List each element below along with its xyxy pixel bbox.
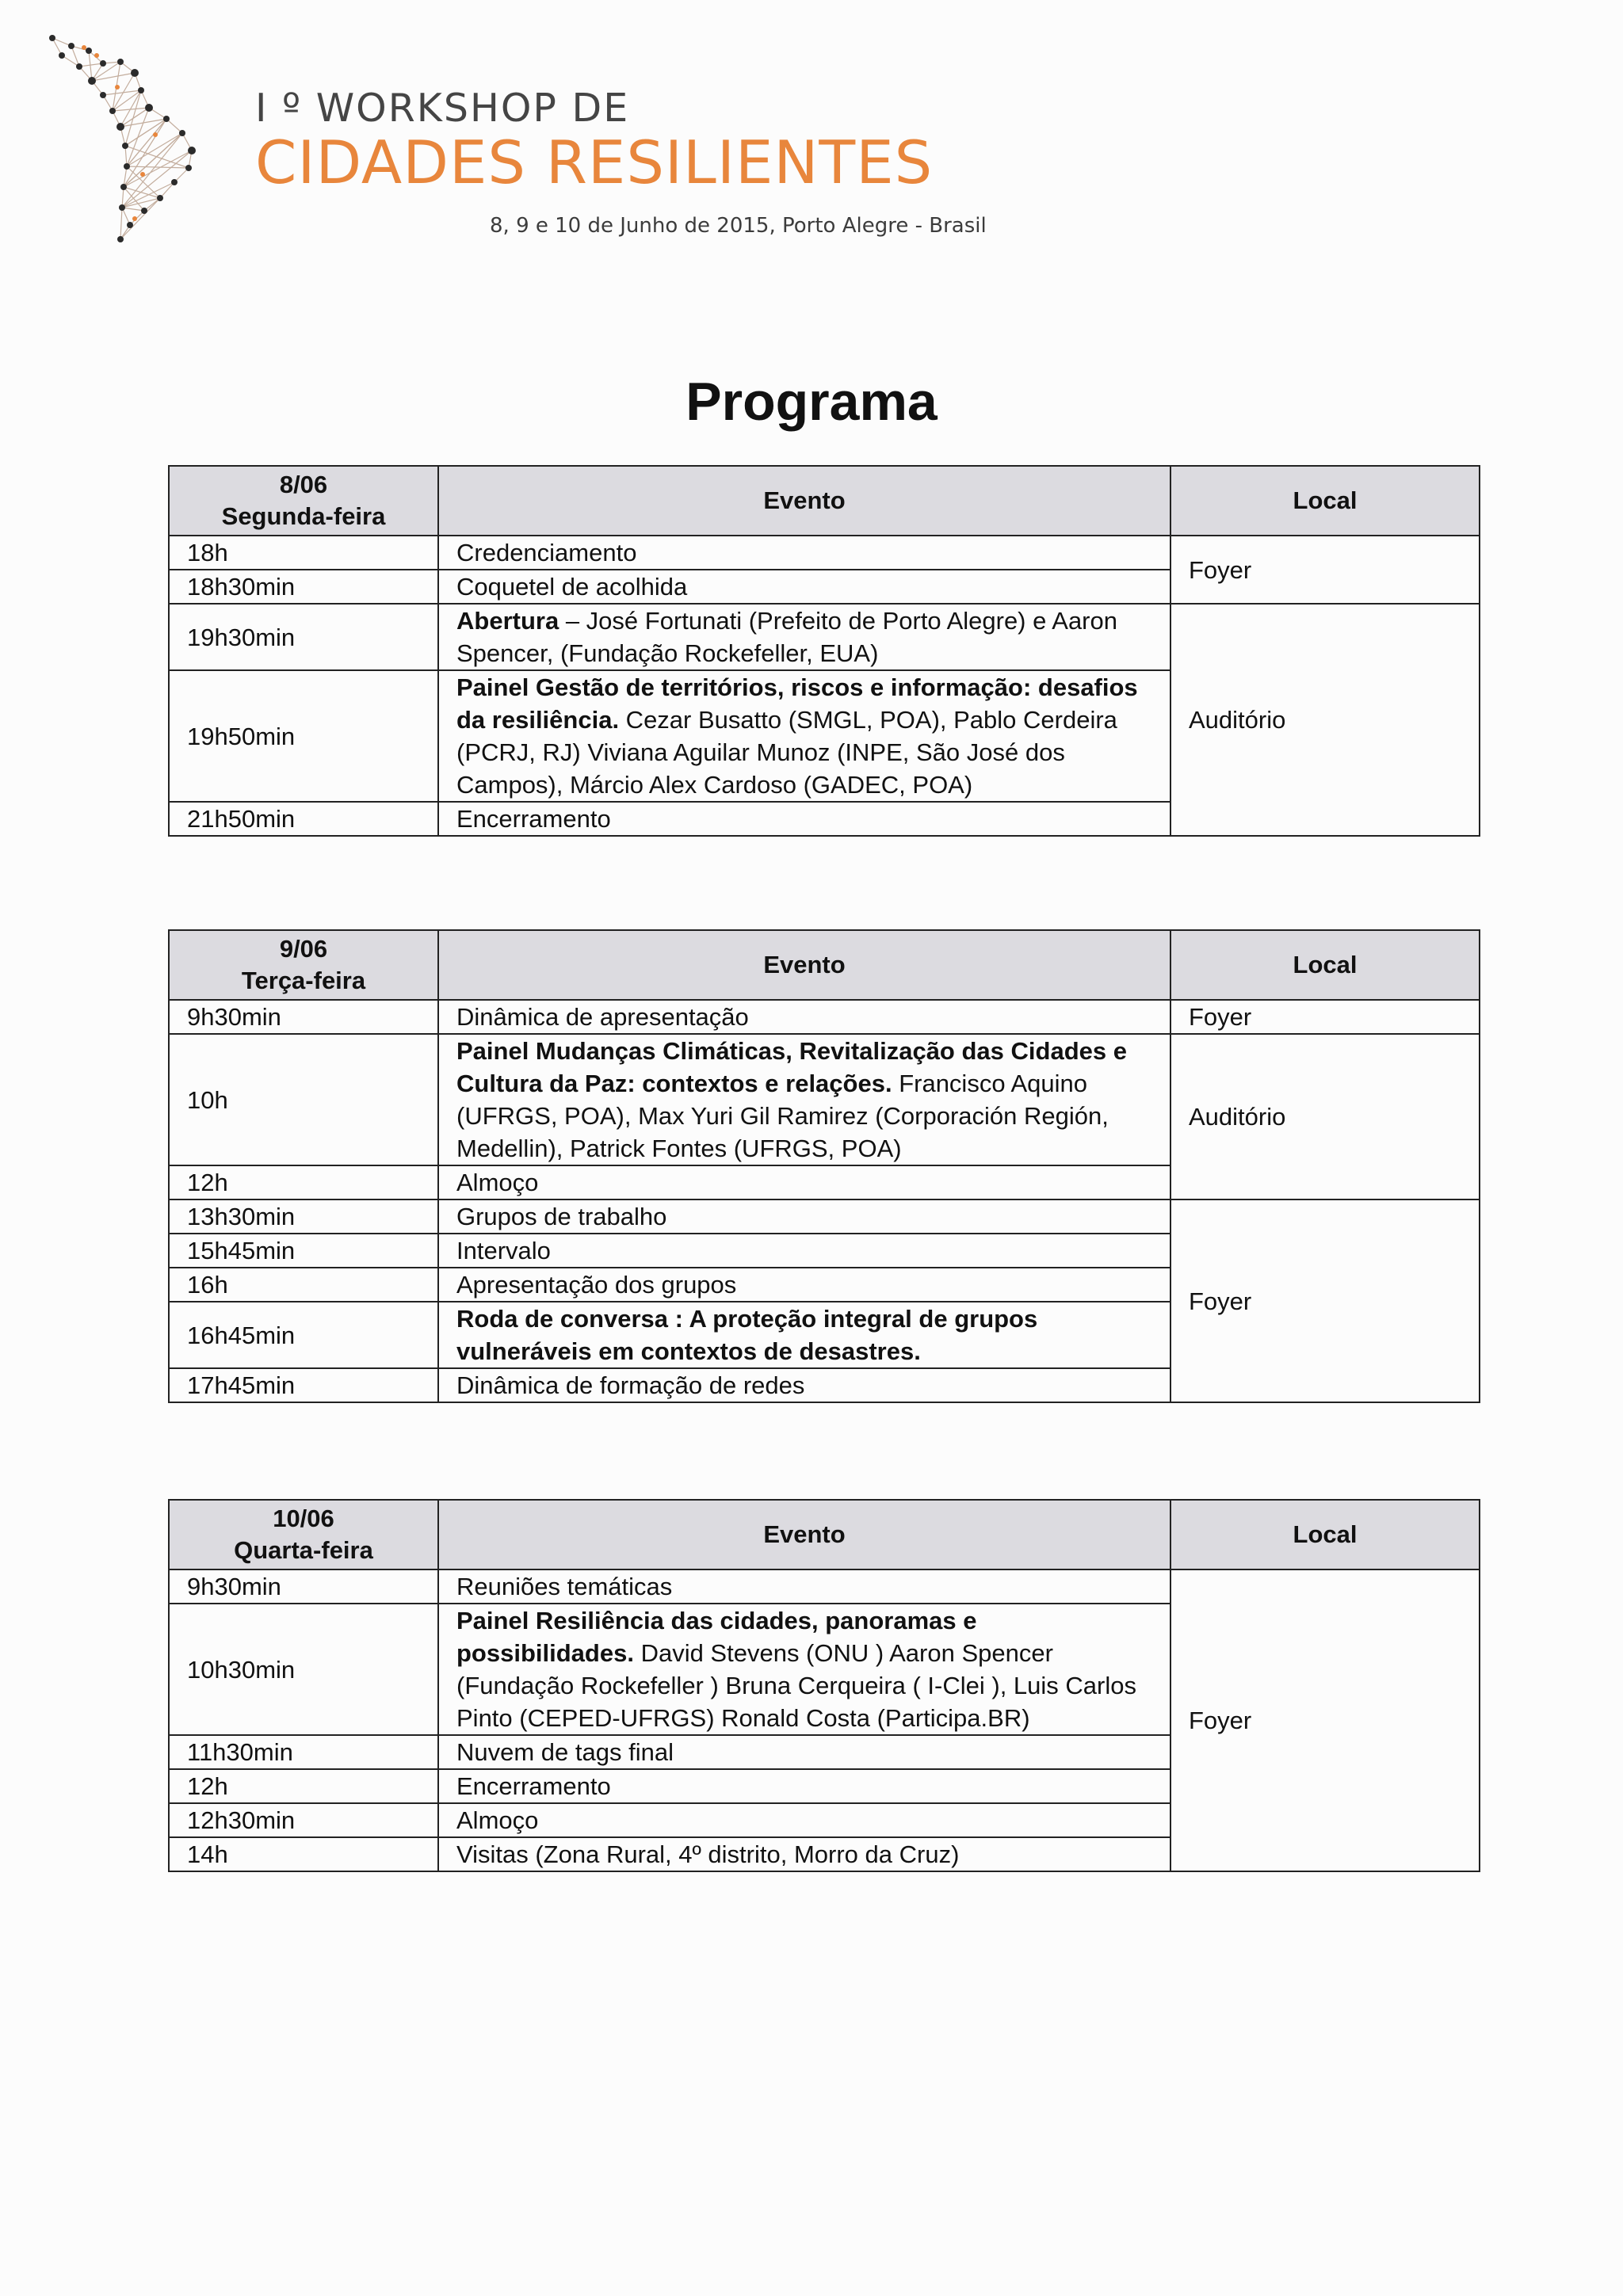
event-title: Painel Gestão de territórios, riscos e informação: desafios da resiliência.	[456, 673, 1138, 734]
event-cell: Coquetel de acolhida	[438, 570, 1170, 604]
event-cell	[438, 1034, 1170, 1165]
time-cell: 14h	[169, 1837, 438, 1871]
local-cell: Foyer	[1170, 1569, 1480, 1871]
event-cell: Credenciamento	[438, 536, 1170, 570]
time-cell: 18h30min	[169, 570, 438, 604]
event-cell: Reuniões temáticas	[438, 1569, 1170, 1604]
time-cell: 13h30min	[169, 1199, 438, 1234]
event-description: Cezar Busatto (SMGL, POA), Pablo Cerdeira (PCRJ, RJ) Viviana Aguilar Munoz (INPE, São José dos Campos), Márcio Alex Cardoso (GADEC, POA)	[456, 706, 1117, 799]
table-row	[169, 604, 1480, 670]
event-cell	[438, 604, 1170, 670]
local-cell: Foyer	[1170, 1199, 1480, 1402]
event-description: David Stevens (ONU ) Aaron Spencer (Fundação Rockefeller ) Bruna Cerqueira ( I-Clei ), Luis Carlos Pinto (CEPED-UFRGS) Ronald Costa (Participa.BR)	[456, 1639, 1136, 1732]
event-cell: Visitas (Zona Rural, 4º distrito, Morro da Cruz)	[438, 1837, 1170, 1871]
page-title: Programa	[685, 372, 938, 432]
time-cell: 19h30min	[169, 604, 438, 670]
event-cell: Dinâmica de apresentação	[438, 1000, 1170, 1034]
table-header-row	[169, 466, 1480, 536]
event-description: – José Fortunati (Prefeito de Porto Alegre) e Aaron Spencer, (Fundação Rockefeller, EUA)	[456, 607, 1117, 667]
time-cell: 12h	[169, 1165, 438, 1199]
latin-america-network-map-icon	[48, 32, 238, 246]
event-title: Painel Mudanças Climáticas, Revitalização das Cidades e Cultura da Paz: contextos e relações.	[456, 1037, 1127, 1097]
time-cell: 12h30min	[169, 1803, 438, 1837]
column-header-local: Local	[1170, 466, 1480, 536]
event-cell	[438, 1302, 1170, 1368]
day-date: 9/06	[279, 935, 328, 963]
day-header	[169, 1500, 438, 1569]
table-header-row	[169, 930, 1480, 1000]
time-cell: 15h45min	[169, 1234, 438, 1268]
workshop-name: CIDADES RESILIENTES	[255, 128, 934, 197]
event-title: Painel Resiliência das cidades, panoramas e possibilidades.	[456, 1607, 977, 1667]
time-cell: 11h30min	[169, 1735, 438, 1769]
column-header-event: Evento	[438, 930, 1170, 1000]
time-cell: 9h30min	[169, 1569, 438, 1604]
event-cell	[438, 1604, 1170, 1735]
local-cell: Auditório	[1170, 604, 1480, 836]
column-header-event: Evento	[438, 466, 1170, 536]
header	[0, 0, 1623, 261]
event-title: Abertura	[456, 607, 559, 635]
time-cell: 12h	[169, 1769, 438, 1803]
event-title: Roda de conversa : A proteção integral de grupos vulneráveis em contextos de desastres.	[456, 1305, 1038, 1365]
day-weekday: Quarta-feira	[234, 1536, 373, 1564]
event-cell: Intervalo	[438, 1234, 1170, 1268]
local-cell: Foyer	[1170, 536, 1480, 604]
column-header-local: Local	[1170, 930, 1480, 1000]
event-cell	[438, 670, 1170, 802]
time-cell: 18h	[169, 536, 438, 570]
event-cell: Grupos de trabalho	[438, 1199, 1170, 1234]
time-cell: 16h45min	[169, 1302, 438, 1368]
event-cell: Apresentação dos grupos	[438, 1268, 1170, 1302]
event-cell: Encerramento	[438, 1769, 1170, 1803]
time-cell: 10h	[169, 1034, 438, 1165]
table-row	[169, 1034, 1480, 1165]
table-header-row	[169, 1500, 1480, 1569]
schedule-table-day1	[168, 465, 1480, 837]
time-cell: 9h30min	[169, 1000, 438, 1034]
event-cell: Encerramento	[438, 802, 1170, 836]
table-row	[169, 1000, 1480, 1034]
time-cell: 17h45min	[169, 1368, 438, 1402]
day-weekday: Terça-feira	[241, 967, 366, 994]
column-header-event: Evento	[438, 1500, 1170, 1569]
time-cell: 10h30min	[169, 1604, 438, 1735]
event-cell: Dinâmica de formação de redes	[438, 1368, 1170, 1402]
table-row	[169, 1569, 1480, 1604]
event-cell: Nuvem de tags final	[438, 1735, 1170, 1769]
day-date: 8/06	[279, 471, 328, 498]
schedule-table-day2	[168, 929, 1480, 1403]
event-cell: Almoço	[438, 1165, 1170, 1199]
workshop-dates-location: 8, 9 e 10 de Junho de 2015, Porto Alegre - Brasil	[490, 214, 987, 238]
column-header-local: Local	[1170, 1500, 1480, 1569]
table-row	[169, 1199, 1480, 1234]
workshop-edition-label: I º WORKSHOP DE	[255, 86, 630, 131]
time-cell: 16h	[169, 1268, 438, 1302]
local-cell: Auditório	[1170, 1034, 1480, 1199]
day-header	[169, 930, 438, 1000]
schedule-table-day3	[168, 1499, 1480, 1872]
time-cell: 21h50min	[169, 802, 438, 836]
day-date: 10/06	[273, 1505, 334, 1532]
day-weekday: Segunda-feira	[221, 502, 386, 530]
time-cell: 19h50min	[169, 670, 438, 802]
event-description: Francisco Aquino (UFRGS, POA), Max Yuri Gil Ramirez (Corporación Región, Medellin), Patrick Fontes (UFRGS, POA)	[456, 1070, 1109, 1162]
table-row	[169, 536, 1480, 570]
local-cell: Foyer	[1170, 1000, 1480, 1034]
event-cell: Almoço	[438, 1803, 1170, 1837]
day-header	[169, 466, 438, 536]
